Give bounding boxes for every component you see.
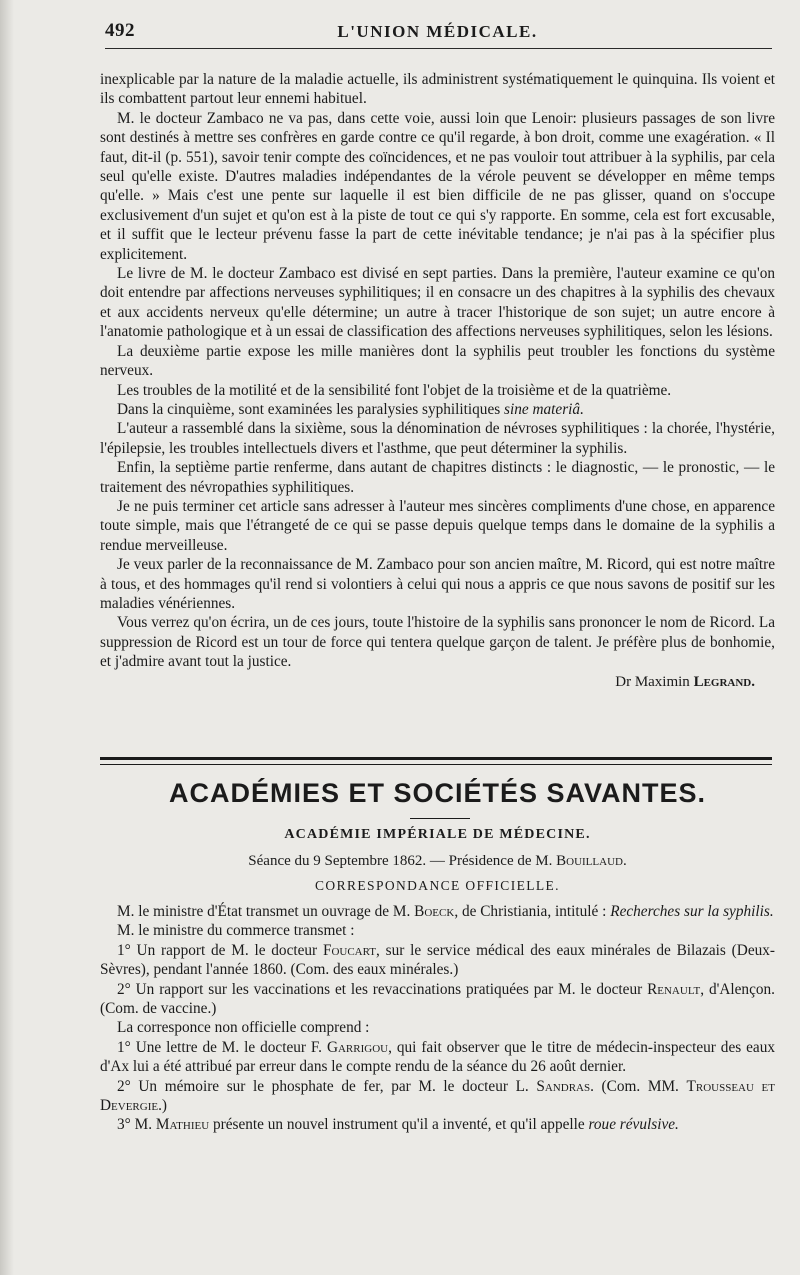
article-paragraph: Vous verrez qu'on écrira, un de ces jours, toute l'histoire de la syphilis sans prononcer le nom de Ricord. La suppression de Ricord est un tour de force qui tentera quelque garçon de talent. Je préfère plus de bonhomie, et j'admire avant tout la justice. [100,614,775,671]
person-name: Renault [647,980,701,998]
book-title: Recherches sur la syphilis. [610,903,774,920]
signature-firstname: Maximin [634,673,690,690]
minutes-paragraph [100,941,775,980]
author-signature [100,673,775,692]
page-number: 492 [105,20,135,41]
journal-name: L'UNION MÉDICALE. [337,22,538,41]
session-line [100,853,775,870]
minutes-paragraph [100,1038,775,1077]
correspondence-heading: CORRESPONDANCE OFFICIELLE. [315,878,560,893]
minutes-text: 2° Un rapport sur les vaccinations et les revaccinations pratiquées par M. le docteur [117,980,648,998]
minutes-text: 2° Un mémoire sur le phosphate de fer, par M. le docteur L. [117,1077,537,1095]
minutes-paragraph [100,1115,775,1134]
page-binding-shadow [0,0,14,1275]
academy-name: ACADÉMIE IMPÉRIALE DE MÉDECINE. [284,827,591,842]
minutes-text: , qui fait observer que le titre de médecin-inspecteur des eaux d'Ax lui a été attribué par erreur dans le compte rendu de la séance du 26 août dernier. [100,1038,775,1076]
section-divider [100,757,772,765]
signature-title: Dr [615,673,632,690]
minutes-text: , de Christiania, intitulé : [454,903,611,920]
minutes-paragraph [100,980,775,1019]
paragraph-italic-text: sine materiâ. [504,400,584,418]
article-paragraph: Je ne puis terminer cet article sans adresser à l'auteur mes sincères compliments d'une chose, en apparence toute simple, mais que l'étrangeté de ce qui se passe depuis quelque temps dans le domaine de la syphilis a rendue merveilleuse. [100,497,775,554]
person-name: Sandras [536,1077,591,1095]
article-paragraph: inexplicable par la nature de la maladie actuelle, ils administrent systématiquement le quinquina. Ils voient et ils combattent partout leur ennemi habituel. [100,71,775,108]
article-paragraph: Le livre de M. le docteur Zambaco est divisé en sept parties. Dans la première, l'auteur examine ce qu'on doit entendre par affections nerveuses syphilitiques; il en consacre un des chapitres à la syphilis des chevaux et aux accidents nerveux qu'elle détermine; un autre à tracer l'historique de son sujet; un autre encore à l'anatomie pathologique et à un essai de classification des affections nerveuses syphilitiques, selon les lésions. [100,265,775,341]
session-text: Séance du 9 Septembre 1862. — Présidence de M. [248,853,557,869]
running-header [105,20,770,46]
person-name: Mathieu [155,1116,210,1134]
session-president: Bouillaud. [556,853,627,869]
minutes-paragraph [100,902,775,921]
session-minutes [100,902,775,1135]
signature-lastname: Legrand. [693,673,755,690]
minutes-text: présente un nouvel instrument qu'il a inventé, et qu'il appelle [209,1116,589,1134]
paragraph-text: Dans la cinquième, sont examinées les paralysies syphilitiques [117,400,505,418]
minutes-paragraph [100,1077,775,1116]
article-paragraph: Les troubles de la motilité et de la sensibilité font l'objet de la troisième et de la quatrième. [117,381,672,399]
article-paragraph: Enfin, la septième partie renferme, dans autant de chapitres distincts : le diagnostic, — le pronostic, — le traitement des névropathies syphilitiques. [100,459,775,496]
minutes-text: .) [158,1097,168,1115]
person-names: Trousseau et Devergie [100,1077,775,1115]
person-name: Foucart [322,941,377,959]
article-paragraph: L'auteur a rassemblé dans la sixième, sous la dénomination de névroses syphilitiques : la chorée, l'hystérie, l'épilepsie, les troubles intellectuels divers et l'asthme, que peut déterminer la syphilis. [100,420,775,457]
article-paragraph: Je veux parler de la reconnaissance de M. Zambaco pour son ancien maître, M. Ricord, qui est notre maître à tous, et des hommages qu'il rend si volontiers à celui qui nous a appris ce que nous savons de positif sur les maladies vénériennes. [100,556,775,612]
minutes-text: 1° Un rapport de M. le docteur [117,941,323,959]
minutes-text: 1° Une lettre de M. le docteur F. [117,1038,327,1056]
minutes-text: , d'Alençon. (Com. de vaccine.) [100,980,775,1018]
person-name: Garrigou [326,1038,389,1056]
minutes-paragraph: M. le ministre du commerce transmet : [117,922,355,940]
title-underline [410,818,470,819]
article-paragraph [100,400,775,419]
article-continuation [100,70,775,692]
section-title: ACADÉMIES ET SOCIÉTÉS SAVANTES. [168,778,707,808]
minutes-text: , sur le service médical des eaux minérales de Bilazais (Deux-Sèvres), pendant l'année 1860. (Com. des eaux minérales.) [100,941,775,979]
article-paragraph: La deuxième partie expose les mille manières dont la syphilis peut troubler les fonctions du système nerveux. [100,342,775,380]
article-paragraph: M. le docteur Zambaco ne va pas, dans cette voie, aussi loin que Lenoir: plusieurs passages de son livre sont destinés à mettre ses confrères en garde contre ce qu'il regarde, à bon droit, comme une exagération. « Il faut, dit-il (p. 551), savoir tenir compte des coïncidences, et ne pas vouloir tout attribuer à la syphilis, par cela seul qu'elle existe. D'autres maladies indépendantes de la vérole peuvent se développer en même temps qu'elle. » Mais c'est une pente sur laquelle il est bien difficile de ne pas glisser, quand on s'occupe exclusivement d'un sujet et qu'on est à la piste de tout ce qui s'y rapporte. En somme, cela est fort excusable, et il suffit que le lecteur prévenu fasse la part de cette inévitable tendance; je n'ai pas à la spécifier plus explicitement. [100,109,775,263]
minutes-text: . (Com. MM. [590,1077,687,1095]
instrument-name: roue révulsive. [588,1116,679,1134]
header-rule [105,48,772,49]
minutes-text: M. le ministre d'État transmet un ouvrage de M. [117,903,415,920]
minutes-text: 3° M. [117,1116,156,1134]
person-name: Boeck [414,903,455,920]
minutes-paragraph: La corresponce non officielle comprend : [117,1019,370,1037]
